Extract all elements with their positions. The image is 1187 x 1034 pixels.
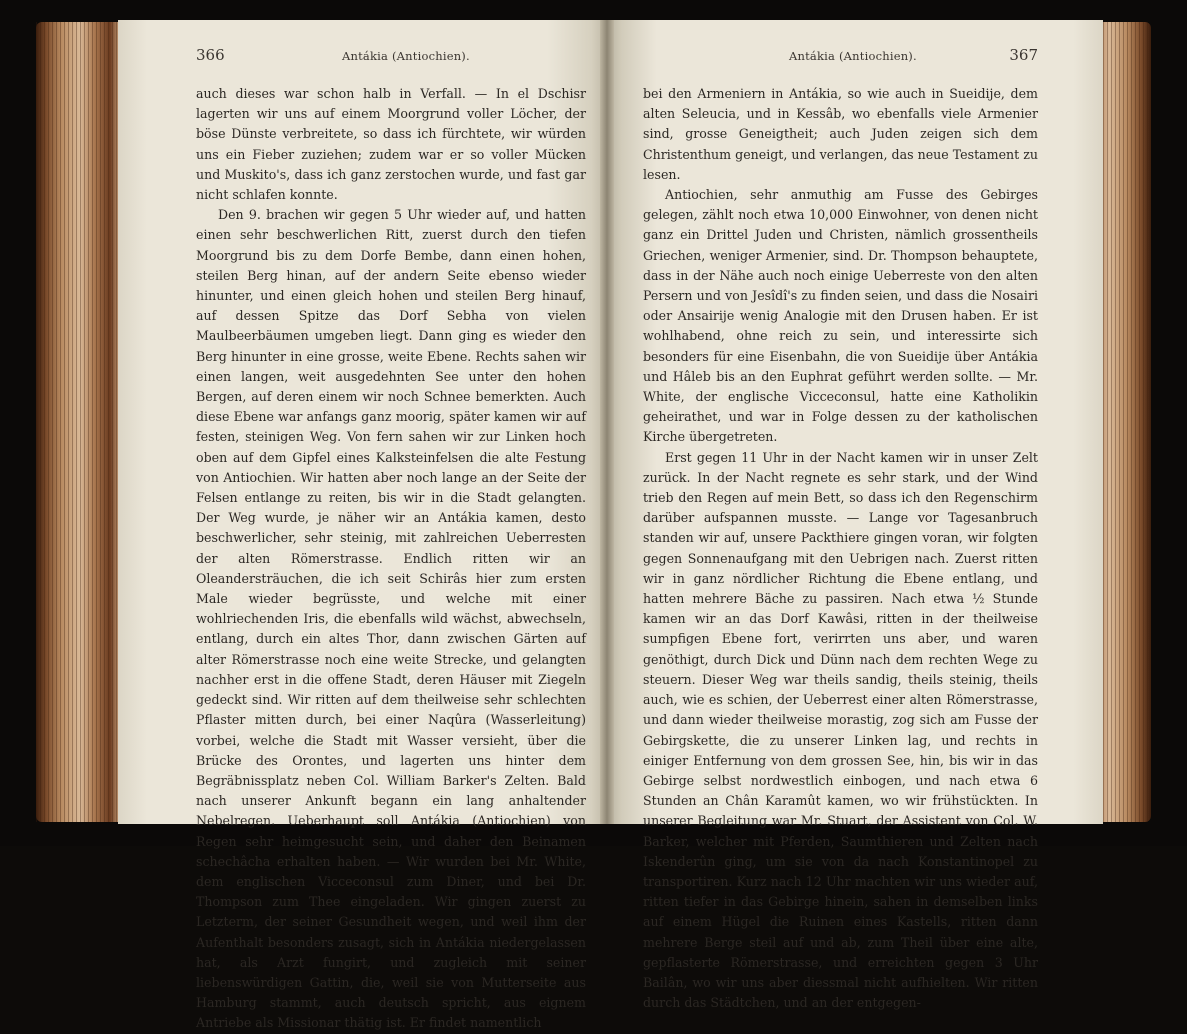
left-page-header	[196, 46, 586, 70]
left-paragraph: Den 9. brachen wir gegen 5 Uhr wieder auf, und hatten einen sehr beschwerlichen Ritt, zuerst durch den tiefen Moorgrund bis zu dem Dorfe Bembe, dann einen hohen, steilen Berg hinan, auf der andern Seite ebenso wieder hinunter, und einen gleich hohen und steilen Berg hinauf, auf dessen Spitze das Dorf Sebha von vielen Maulbeerbäumen umgeben liegt. Dann ging es wieder den Berg hinunter in eine grosse, weite Ebene. Rechts sahen wir einen langen, weit ausgedehnten See unter den hohen Bergen, auf deren einem wir noch Schnee bemerkten. Auch diese Ebene war anfangs ganz moorig, später kamen wir auf festen, steinigen Weg. Von fern sahen wir zur Linken hoch oben auf dem Gipfel eines Kalksteinfelsen die alte Festung von Antiochien. Wir hatten aber noch lange an der Seite der Felsen entlange zu reiten, bis wir in die Stadt gelangten. Der Weg wurde, je näher wir an Antákia kamen, desto beschwerlicher, sehr steinig, mit zahlreichen Ueberresten der alten Römerstrasse. Endlich ritten wir an Oleandersträuchen, die ich seit Schirâs hier zum ersten Male wieder begrüsste, und welche mit einer wohlriechenden Iris, die ebenfalls wild wächst, abwechseln, entlang, durch ein altes Thor, dann zwischen Gärten auf alter Römerstrasse noch eine weite Strecke, und gelangten nachher erst in die offene Stadt, deren Häuser mit Ziegeln gedeckt sind. Wir ritten auf dem theilweise sehr schlechten Pflaster mitten durch, bei einer Naqûra (Wasserleitung) vorbei, welche die Stadt mit Wasser versieht, über die Brücke des Orontes, und lagerten uns hinter dem Begräbnissplatz neben Col. William Barker's Zelten. Bald nach unserer Ankunft begann ein lang anhaltender Nebelregen. Ueberhaupt soll Antákia (Antiochien) von Regen sehr heimgesucht sein, und daher den Beinamen schechâcha erhalten haben. — Wir wurden bei Mr. White, dem englischen Vicceconsul zum Diner, und bei Dr. Thompson zum Thee eingeladen. Wir gingen zuerst zu Letzterm, der seiner Gesundheit wegen, und weil ihm der Aufenthalt besonders zusagt, sich in Antákia niedergelassen hat, als Arzt fungirt, und zugleich mit seiner liebenswürdigen Gattin, die, weil sie von Mutterseite aus Hamburg stammt, auch deutsch spricht, aus eignem Antriebe als Missionar thätig ist. Er findet namentlich	[196, 207, 586, 1031]
left-page-body	[196, 84, 586, 1034]
left-page-number: 366	[196, 46, 225, 64]
right-page-header	[643, 46, 1038, 70]
right-paragraph: Erst gegen 11 Uhr in der Nacht kamen wir in unser Zelt zurück. In der Nacht regnete es sehr stark, und der Wind trieb den Regen auf mein Bett, so dass ich den Regenschirm darüber aufspannen musste. — Lange vor Tagesanbruch standen wir auf, unsere Packthiere gingen voran, wir folgten gegen Sonnenaufgang mit den Uebrigen nach. Zuerst ritten wir in ganz nördlicher Richtung die Ebene entlang, und hatten mehrere Bäche zu passiren. Nach etwa ½ Stunde kamen wir an das Dorf Kawâsi, ritten in der theilweise sumpfigen Ebene fort, verirrten uns aber, und waren genöthigt, durch Dick und Dünn nach dem rechten Wege zu steuern. Dieser Weg war theils sandig, theils steinig, theils auch, wie es schien, der Ueberrest einer alten Römerstrasse, und dann wieder theilweise morastig, zog sich am Fusse der Gebirgskette, die zu unserer Linken lag, und rechts in einiger Entfernung von dem grossen See, hin, bis wir in das Gebirge selbst nordwestlich einbogen, und nach etwa 6 Stunden an Chân Karamût kamen, wo wir frühstückten. In unserer Begleitung war Mr. Stuart, der Assistent von Col. W. Barker, welcher mit Pferden, Saumthieren und Zelten nach Iskenderûn ging, um sie von da nach Konstantinopel zu transportiren. Kurz nach 12 Uhr machten wir uns wieder auf, ritten tiefer in das Gebirge hinein, sahen in demselben links auf einem Hügel die Ruinen eines Kastells, ritten dann mehrere Berge steil auf und ab, zum Theil über eine alte, gepflasterte Römerstrasse, und erreichten gegen 3 Uhr Bailân, wo wir uns aber diessmal nicht aufhielten. Wir ritten durch das Städtchen, und an der entgegen-	[643, 449, 1038, 1011]
right-paragraph: bei den Armeniern in Antákia, so wie auch in Sueidije, dem alten Seleucia, und in Kessâb, wo ebenfalls viele Armenier sind, grosse Geneigtheit; auch Juden zeigen sich dem Christenthum geneigt, und verlangen, das neue Testament zu lesen.	[643, 86, 1038, 182]
right-page-number: 367	[1009, 46, 1038, 64]
right-page-body	[643, 84, 1038, 1013]
right-running-head: Antákia (Antiochien).	[789, 49, 917, 63]
right-paragraph: Antiochien, sehr anmuthig am Fusse des Gebirges gelegen, zählt noch etwa 10,000 Einwohner, von denen nicht ganz ein Drittel Juden und Christen, nämlich grossentheils Griechen, weniger Armenier, sind. Dr. Thompson behauptete, dass in der Nähe auch noch einige Ueberreste von den alten Persern und von Jesîdî's zu finden seien, und dass die Nosairi oder Ansairije wenig Analogie mit den Drusen haben. Er ist wohlhabend, ohne reich zu sein, und interessirte sich besonders für eine Eisenbahn, die von Sueidije über Antákia und Hâleb bis an den Euphrat geführt werden sollte. — Mr. White, der englische Vicceconsul, hatte eine Katholikin geheirathet, und war in Folge dessen zu der katholischen Kirche übergetreten.	[643, 187, 1038, 445]
book-edge-left	[36, 22, 120, 822]
book-gutter	[600, 20, 614, 824]
left-paragraph: auch dieses war schon halb in Verfall. — In el Dschisr lagerten wir uns auf einem Moorgrund voller Löcher, der böse Dünste verbreitete, so dass ich fürchtete, wir würden uns ein Fieber zuziehen; zudem war er so voller Mücken und Muskito's, dass ich ganz zerstochen wurde, und fast gar nicht schlafen konnte.	[196, 86, 586, 203]
left-running-head: Antákia (Antiochien).	[342, 49, 470, 63]
